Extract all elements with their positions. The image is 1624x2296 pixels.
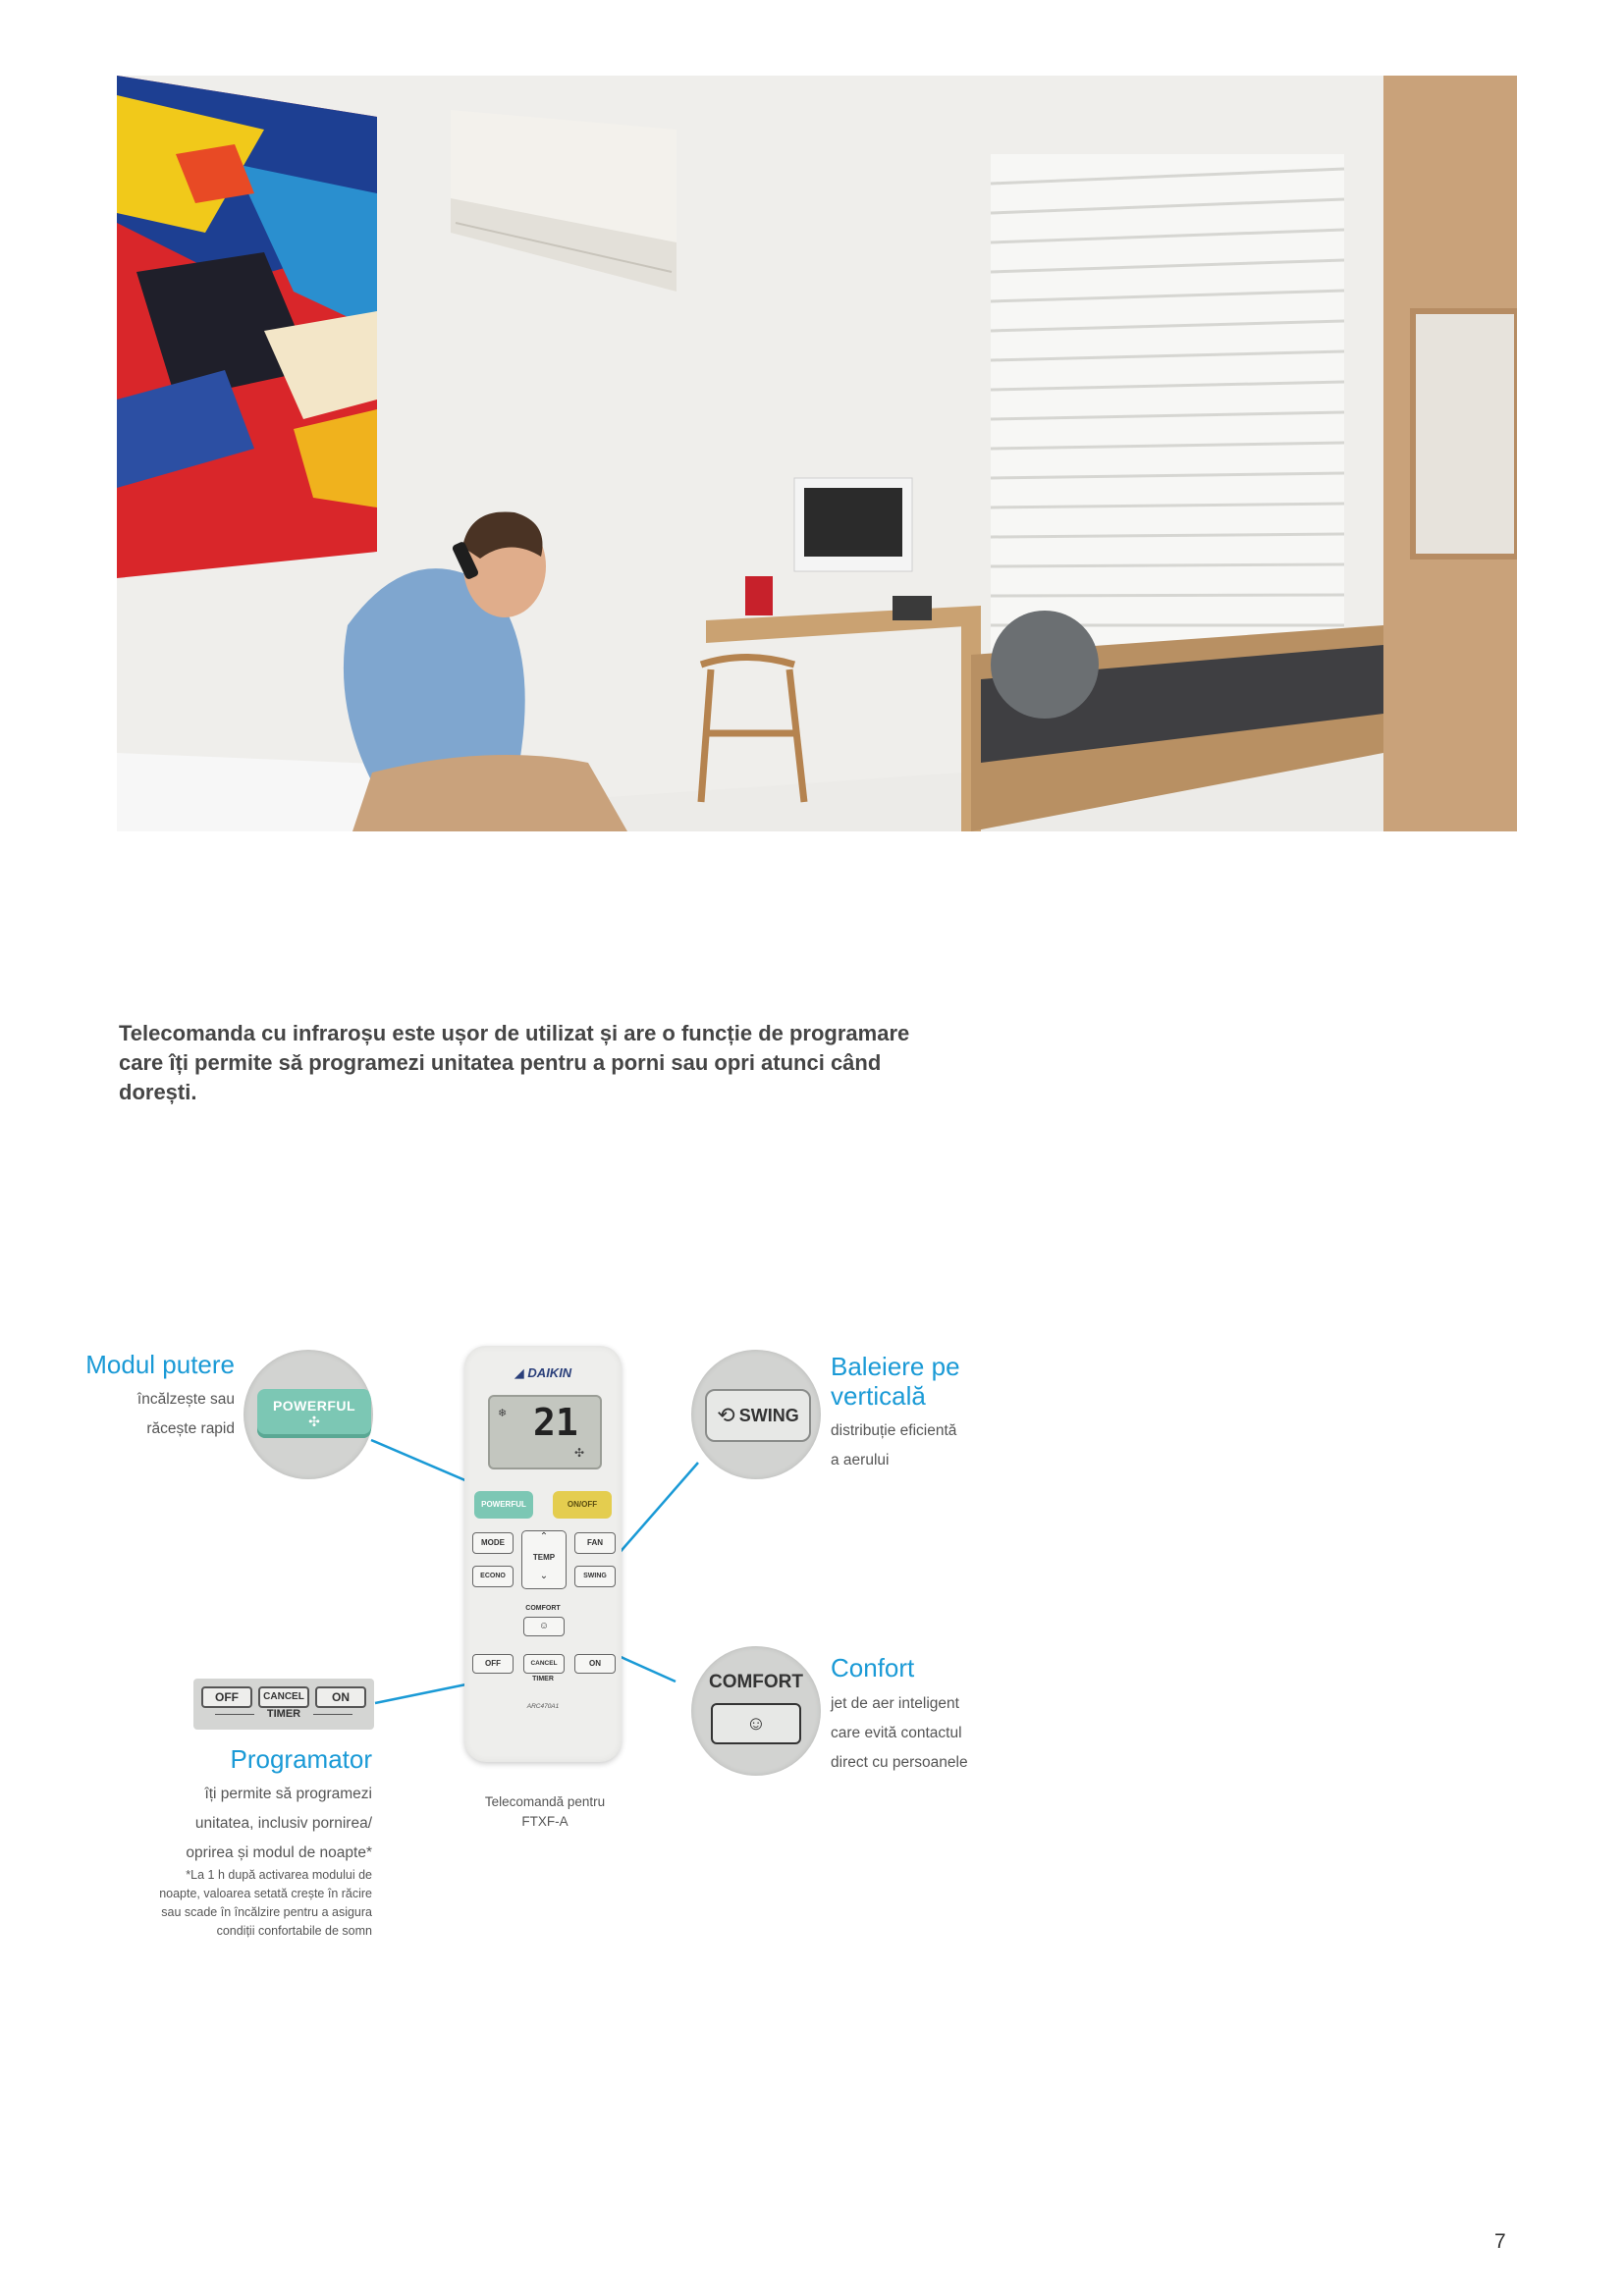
- painting: [117, 76, 377, 578]
- swing-button-label: SWING: [738, 1405, 799, 1425]
- remote-caption: [452, 1792, 638, 1832]
- remote-powerful-button: POWERFUL: [474, 1491, 533, 1519]
- display-mode-icon: ❄: [498, 1408, 508, 1419]
- timer-note-line3: sau scade în încălzire pentru a asigura: [161, 1905, 372, 1919]
- timer-note-line1: *La 1 h după activarea modului de: [186, 1868, 372, 1882]
- page-number: 7: [1494, 2230, 1506, 2253]
- remote-swing-button: SWING: [574, 1566, 616, 1587]
- timer-desc-line1: îți permite să programezi: [204, 1786, 372, 1802]
- swing-desc-line2: a aerului: [831, 1452, 890, 1468]
- comfort-desc-line1: jet de aer inteligent: [831, 1695, 959, 1712]
- remote-onoff-button: ON/OFF: [553, 1491, 612, 1519]
- remote-mode-button: MODE: [472, 1532, 514, 1554]
- comfort-button: [711, 1703, 801, 1744]
- powerful-desc-line2: răcește rapid: [146, 1420, 235, 1437]
- fan-icon: ✣: [308, 1413, 320, 1429]
- swing-desc-line1: distribuție eficientă: [831, 1422, 957, 1439]
- timer-title: Programator: [230, 1744, 372, 1774]
- remote-econo-button: ECONO: [472, 1566, 514, 1587]
- display-fan-icon: ✣: [574, 1446, 585, 1460]
- timer-desc-line2: unitatea, inclusiv pornirea/: [194, 1815, 372, 1832]
- remote-control: [464, 1346, 622, 1762]
- remote-display: [488, 1395, 602, 1469]
- temp-label: TEMP: [532, 1553, 556, 1562]
- intro-paragraph: Telecomanda cu infraroșu este ușor de utilizat și are o funcție de programare care îți permite să programezi unitatea pentru a porni sau opri atunci când dorești.: [119, 1021, 910, 1104]
- timer-cancel-button: CANCEL: [258, 1686, 309, 1708]
- powerful-title: Modul putere: [85, 1350, 235, 1379]
- timer-buttons-zoom: [193, 1679, 374, 1730]
- remote-timer-label: TIMER: [532, 1676, 554, 1682]
- comfort-zoom-circle: [691, 1646, 821, 1776]
- timer-off-button: OFF: [201, 1686, 252, 1708]
- comfort-desc-line2: care evită contactul: [831, 1725, 962, 1741]
- hero-photo: [117, 76, 1517, 831]
- daikin-logo-icon: ◢: [514, 1365, 524, 1380]
- tv: [794, 478, 912, 571]
- swing-title-line1: Baleiere pe: [831, 1352, 960, 1381]
- powerful-zoom-circle: [244, 1350, 373, 1479]
- remote-model-label: ARC470A1: [526, 1703, 560, 1710]
- powerful-desc-line1: încălzește sau: [136, 1391, 235, 1408]
- swing-button: [705, 1389, 811, 1442]
- remote-brand: ◢ DAIKIN: [514, 1365, 572, 1380]
- swing-icon: ⟲: [717, 1403, 735, 1427]
- comfort-title: Confort: [831, 1653, 915, 1682]
- remote-timer-on-button: ON: [574, 1654, 616, 1674]
- timer-note-line4: condiții confortabile de somn: [216, 1924, 372, 1938]
- timer-label: TIMER: [254, 1708, 313, 1720]
- temp-down-icon: ⌄: [539, 1571, 549, 1581]
- display-temperature: 21: [533, 1401, 578, 1444]
- powerful-button: [257, 1389, 371, 1438]
- remote-timer-cancel-button: CANCEL: [523, 1654, 565, 1674]
- remote-caption-line1: Telecomandă pentru: [484, 1794, 606, 1809]
- timer-note-line2: noapte, valoarea setată crește în răcire: [159, 1887, 372, 1900]
- temp-up-icon: ⌃: [539, 1531, 549, 1542]
- timer-desc-line3: oprirea și modul de noapte*: [186, 1844, 372, 1861]
- timer-on-button: ON: [315, 1686, 366, 1708]
- comfort-desc-line3: direct cu persoanele: [831, 1754, 968, 1771]
- remote-comfort-button: ☺: [523, 1617, 565, 1636]
- remote-temp-rocker: [521, 1530, 567, 1589]
- remote-fan-button: FAN: [574, 1532, 616, 1554]
- person-airflow-icon: ☺: [745, 1712, 767, 1735]
- swing-zoom-circle: [691, 1350, 821, 1479]
- remote-caption-line2: FTXF-A: [521, 1814, 568, 1829]
- powerful-button-label: POWERFUL: [272, 1397, 356, 1414]
- remote-timer-off-button: OFF: [472, 1654, 514, 1674]
- remote-comfort-label: COMFORT: [525, 1605, 561, 1612]
- bedroom-scene-illustration: [117, 76, 1517, 831]
- swing-title-line2: verticală: [831, 1381, 926, 1411]
- comfort-button-label: COMFORT: [708, 1672, 804, 1692]
